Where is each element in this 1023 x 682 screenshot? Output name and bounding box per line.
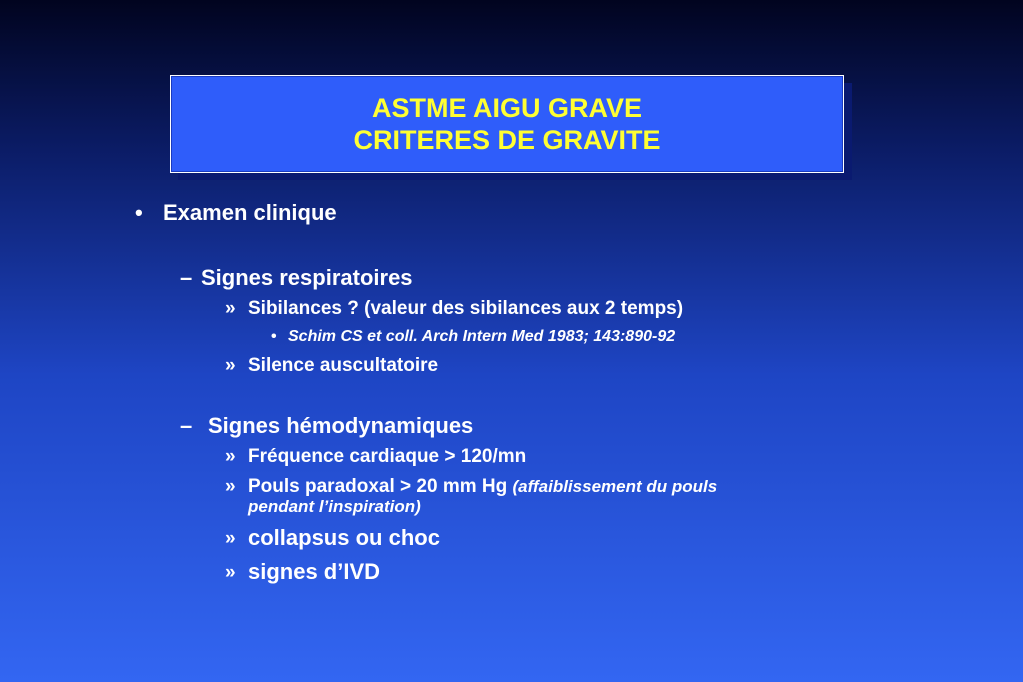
item-pouls-paradoxal: [248, 476, 717, 498]
arrow-icon: »: [225, 476, 236, 497]
dash-icon: –: [180, 413, 193, 438]
pouls-note-line-1: (affaiblissement du pouls: [512, 477, 718, 496]
item-schim-reference: Schim CS et coll. Arch Intern Med 1983; 143:890-92: [288, 328, 676, 345]
bullet-icon: •: [135, 200, 143, 225]
slide-title-line-2: CRITERES DE GRAVITE: [353, 125, 661, 155]
pouls-main-text: Pouls paradoxal > 20 mm Hg: [248, 476, 513, 497]
arrow-icon: »: [225, 528, 236, 549]
small-bullet-icon: •: [271, 328, 277, 345]
item-signes-ivd: signes d’IVD: [248, 559, 381, 584]
arrow-icon: »: [225, 446, 236, 467]
arrow-icon: »: [225, 355, 236, 376]
item-examen-clinique: Examen clinique: [163, 200, 337, 225]
item-signes-hemodynamiques: Signes hémodynamiques: [208, 413, 474, 438]
arrow-icon: »: [225, 298, 236, 319]
pouls-note-line-2: pendant l’inspiration): [248, 497, 421, 516]
slide-title-box: [170, 75, 844, 173]
dash-icon: –: [180, 265, 193, 290]
item-silence-auscultatoire: Silence auscultatoire: [248, 355, 439, 376]
item-collapsus: collapsus ou choc: [248, 525, 440, 550]
arrow-icon: »: [225, 562, 236, 583]
item-sibilances: Sibilances ? (valeur des sibilances aux 2 temps): [248, 298, 684, 319]
item-signes-respiratoires: Signes respiratoires: [201, 265, 413, 290]
slide-title-line-1: ASTME AIGU GRAVE: [371, 93, 642, 123]
item-frequence-cardiaque: Fréquence cardiaque > 120/mn: [248, 446, 527, 467]
